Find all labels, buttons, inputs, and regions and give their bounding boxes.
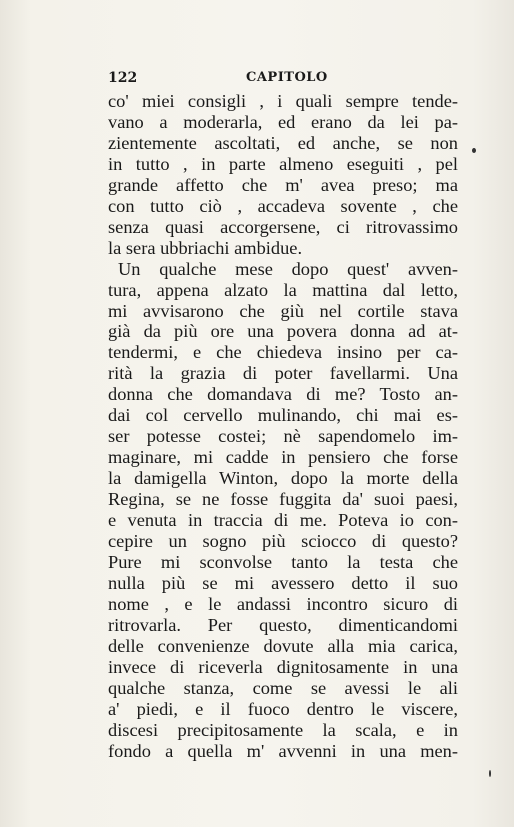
text-line: tura, appena alzato la mattina dal letto, (108, 279, 458, 300)
text-line: ser potesse costei; nè sapendomelo im- (108, 426, 458, 447)
text-line: e venuta in traccia di me. Poteva io con- (108, 510, 458, 531)
text-line: la damigella Winton, dopo la morte della (108, 468, 458, 489)
text-line: qualche stanza, come se avessi le ali (108, 677, 458, 698)
text-line: zientemente ascoltati, ed anche, se non (108, 132, 458, 153)
text-line: discesi precipitosamente la scala, e in (108, 719, 458, 740)
text-line: mi avvisarono che giù nel cortile stava (108, 300, 458, 321)
text-line: nome , e le andassi incontro sicuro di (108, 593, 458, 614)
text-line: Pure mi sconvolse tanto la testa che (108, 551, 458, 572)
text-line: già da più ore una povera donna ad at- (108, 321, 458, 342)
page-number: 122 (108, 70, 138, 86)
text-line: Regina, se ne fosse fuggita da' suoi paesi, (108, 489, 458, 510)
text-line: tendermi, e che chiedeva insino per ca- (108, 342, 458, 363)
text-line: nulla più se mi avessero detto il suo (108, 572, 458, 593)
text-line: con tutto ciò , accadeva sovente , che (108, 195, 458, 216)
text-line: senza quasi accorgersene, ci ritrovassimo (108, 216, 458, 237)
ink-speck (472, 148, 476, 153)
text-line: cepire un sogno più sciocco di questo? (108, 531, 458, 552)
page-header (108, 70, 463, 90)
text-line: in tutto , in parte almeno eseguiti , pel (108, 153, 458, 174)
text-line: vano a moderarla, ed erano da lei pa- (108, 111, 458, 132)
text-line: donna che domandava di me? Tosto an- (108, 384, 458, 405)
body-text (108, 91, 458, 762)
text-line: fondo a quella m' avvenni in una men- (108, 740, 458, 761)
text-line: Un qualche mese dopo quest' avven- (118, 258, 458, 279)
text-line: grande affetto che m' avea preso; ma (108, 174, 458, 195)
text-line: delle convenienze dovute alla mia carica, (108, 635, 458, 656)
text-line: rità la grazia di poter favellarmi. Una (108, 363, 458, 384)
text-line: co' miei consigli , i quali sempre tende- (108, 91, 458, 111)
text-line: maginare, mi cadde in pensiero che forse (108, 447, 458, 468)
running-head: CAPITOLO (246, 70, 328, 85)
text-line: dai col cervello mulinando, chi mai es- (108, 405, 458, 426)
text-line: ritrovarla. Per questo, dimenticandomi (108, 614, 458, 635)
text-line: invece di riceverla dignitosamente in una (108, 656, 458, 677)
text-line: la sera ubbriachi ambidue. (108, 237, 303, 258)
text-line: a' piedi, e il fuoco dentro le viscere, (108, 698, 458, 719)
ink-speck (489, 770, 491, 777)
